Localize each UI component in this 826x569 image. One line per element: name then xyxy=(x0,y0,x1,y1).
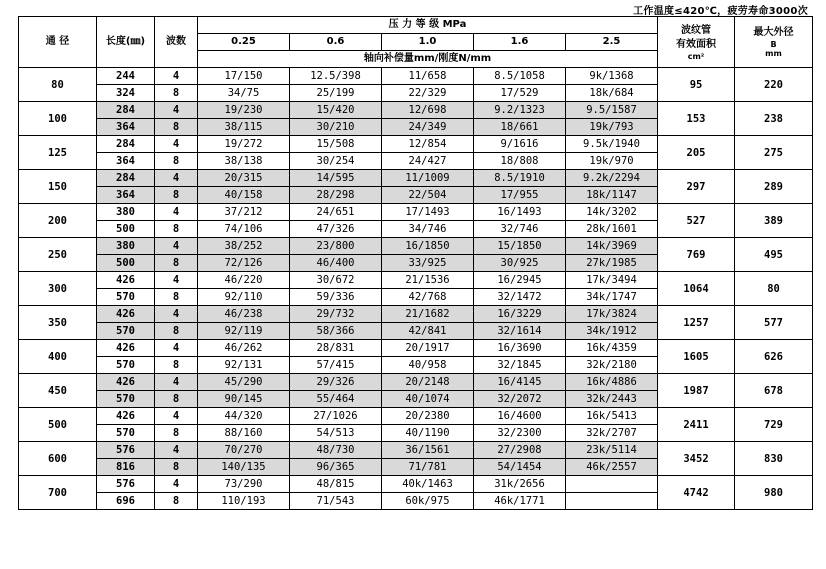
header-effective-area xyxy=(658,17,735,68)
compensation-stiffness-cell: 96/365 xyxy=(290,459,382,476)
compensation-stiffness-cell: 32/1472 xyxy=(474,289,566,306)
table-row xyxy=(19,136,813,153)
waves-cell: 8 xyxy=(155,221,198,238)
compensation-stiffness-cell: 30/210 xyxy=(290,119,382,136)
table-row xyxy=(19,272,813,289)
compensation-stiffness-cell: 31k/2656 xyxy=(474,476,566,493)
header-axial-compensation: 轴向补偿量mm/刚度N/mm xyxy=(198,51,658,68)
length-cell: 696 xyxy=(97,493,155,510)
compensation-stiffness-cell: 32k/2707 xyxy=(566,425,658,442)
header-waves: 波数 xyxy=(155,17,198,68)
compensation-stiffness-cell: 55/464 xyxy=(290,391,382,408)
max-outer-diameter-cell: 830 xyxy=(735,442,813,476)
nominal-diameter-cell: 125 xyxy=(19,136,97,170)
header-length: 长度(㎜) xyxy=(97,17,155,68)
waves-cell: 4 xyxy=(155,136,198,153)
nominal-diameter-cell: 600 xyxy=(19,442,97,476)
effective-area-cell: 4742 xyxy=(658,476,735,510)
compensation-stiffness-cell: 24/427 xyxy=(382,153,474,170)
compensation-stiffness-cell: 21/1536 xyxy=(382,272,474,289)
max-outer-diameter-cell: 289 xyxy=(735,170,813,204)
compensation-stiffness-cell: 70/270 xyxy=(198,442,290,459)
compensation-stiffness-cell: 17/529 xyxy=(474,85,566,102)
compensation-stiffness-cell: 36/1561 xyxy=(382,442,474,459)
nominal-diameter-cell: 150 xyxy=(19,170,97,204)
length-cell: 570 xyxy=(97,323,155,340)
compensation-stiffness-cell: 27k/1985 xyxy=(566,255,658,272)
length-cell: 380 xyxy=(97,238,155,255)
length-cell: 570 xyxy=(97,425,155,442)
length-cell: 244 xyxy=(97,68,155,85)
waves-cell: 4 xyxy=(155,374,198,391)
compensation-stiffness-cell: 28/831 xyxy=(290,340,382,357)
length-cell: 284 xyxy=(97,136,155,153)
header-effective-area-line2: 有效面积 xyxy=(676,38,717,50)
compensation-stiffness-cell: 32k/2180 xyxy=(566,357,658,374)
compensation-stiffness-cell: 14k/3969 xyxy=(566,238,658,255)
compensation-stiffness-cell: 16/4600 xyxy=(474,408,566,425)
compensation-stiffness-cell: 9.5/1587 xyxy=(566,102,658,119)
table-row xyxy=(19,68,813,85)
nominal-diameter-cell: 450 xyxy=(19,374,97,408)
compensation-stiffness-cell: 18/808 xyxy=(474,153,566,170)
max-outer-diameter-cell: 729 xyxy=(735,408,813,442)
compensation-stiffness-cell: 38/138 xyxy=(198,153,290,170)
waves-cell: 8 xyxy=(155,425,198,442)
nominal-diameter-cell: 200 xyxy=(19,204,97,238)
compensation-stiffness-cell: 21/1682 xyxy=(382,306,474,323)
compensation-stiffness-cell: 16k/4886 xyxy=(566,374,658,391)
table-row xyxy=(19,238,813,255)
header-effective-area-unit: cm² xyxy=(687,51,705,61)
waves-cell: 4 xyxy=(155,170,198,187)
effective-area-cell: 297 xyxy=(658,170,735,204)
compensation-stiffness-cell: 25/199 xyxy=(290,85,382,102)
compensation-stiffness-cell: 34k/1747 xyxy=(566,289,658,306)
header-max-outer-diameter xyxy=(735,17,813,68)
waves-cell: 8 xyxy=(155,493,198,510)
compensation-stiffness-cell: 46/220 xyxy=(198,272,290,289)
waves-cell: 4 xyxy=(155,272,198,289)
compensation-stiffness-cell: 45/290 xyxy=(198,374,290,391)
compensation-stiffness-cell: 24/349 xyxy=(382,119,474,136)
max-outer-diameter-cell: 238 xyxy=(735,102,813,136)
compensation-stiffness-cell: 40/158 xyxy=(198,187,290,204)
compensation-stiffness-cell: 74/106 xyxy=(198,221,290,238)
effective-area-cell: 153 xyxy=(658,102,735,136)
compensation-stiffness-cell: 40/958 xyxy=(382,357,474,374)
compensation-stiffness-cell: 32/746 xyxy=(474,221,566,238)
compensation-stiffness-cell: 71/543 xyxy=(290,493,382,510)
table-row xyxy=(19,442,813,459)
table-row xyxy=(19,476,813,493)
header-pressure-0-25: 0.25 xyxy=(198,34,290,51)
compensation-stiffness-cell: 32/2300 xyxy=(474,425,566,442)
compensation-stiffness-cell: 30/254 xyxy=(290,153,382,170)
header-pressure-1-6: 1.6 xyxy=(474,34,566,51)
compensation-stiffness-cell: 71/781 xyxy=(382,459,474,476)
length-cell: 426 xyxy=(97,306,155,323)
header-dn: 通 径 xyxy=(19,17,97,68)
length-cell: 816 xyxy=(97,459,155,476)
compensation-stiffness-cell: 54/513 xyxy=(290,425,382,442)
compensation-stiffness-cell: 32/1845 xyxy=(474,357,566,374)
length-cell: 426 xyxy=(97,408,155,425)
compensation-stiffness-cell: 19k/970 xyxy=(566,153,658,170)
length-cell: 500 xyxy=(97,255,155,272)
effective-area-cell: 1064 xyxy=(658,272,735,306)
effective-area-cell: 205 xyxy=(658,136,735,170)
compensation-stiffness-cell: 16/1493 xyxy=(474,204,566,221)
compensation-stiffness-cell: 110/193 xyxy=(198,493,290,510)
waves-cell: 8 xyxy=(155,357,198,374)
table-body xyxy=(19,68,813,510)
compensation-stiffness-cell: 72/126 xyxy=(198,255,290,272)
compensation-stiffness-cell: 54/1454 xyxy=(474,459,566,476)
length-cell: 576 xyxy=(97,476,155,493)
waves-cell: 4 xyxy=(155,306,198,323)
compensation-stiffness-cell: 60k/975 xyxy=(382,493,474,510)
compensation-stiffness-cell: 42/768 xyxy=(382,289,474,306)
compensation-stiffness-cell: 24/651 xyxy=(290,204,382,221)
compensation-stiffness-cell: 15/1850 xyxy=(474,238,566,255)
compensation-stiffness-cell: 48/815 xyxy=(290,476,382,493)
compensation-stiffness-cell: 19/230 xyxy=(198,102,290,119)
waves-cell: 4 xyxy=(155,408,198,425)
compensation-stiffness-cell: 12/698 xyxy=(382,102,474,119)
compensation-stiffness-cell: 17k/3824 xyxy=(566,306,658,323)
effective-area-cell: 3452 xyxy=(658,442,735,476)
waves-cell: 8 xyxy=(155,391,198,408)
compensation-stiffness-cell: 59/336 xyxy=(290,289,382,306)
compensation-stiffness-cell: 92/119 xyxy=(198,323,290,340)
compensation-stiffness-cell xyxy=(566,476,658,493)
table-row xyxy=(19,340,813,357)
waves-cell: 8 xyxy=(155,85,198,102)
compensation-stiffness-cell: 92/131 xyxy=(198,357,290,374)
length-cell: 576 xyxy=(97,442,155,459)
compensation-stiffness-cell: 44/320 xyxy=(198,408,290,425)
waves-cell: 4 xyxy=(155,68,198,85)
compensation-stiffness-cell: 15/420 xyxy=(290,102,382,119)
max-outer-diameter-cell: 495 xyxy=(735,238,813,272)
waves-cell: 4 xyxy=(155,340,198,357)
compensation-stiffness-cell: 9.2/1323 xyxy=(474,102,566,119)
nominal-diameter-cell: 80 xyxy=(19,68,97,102)
header-pressure-1-0: 1.0 xyxy=(382,34,474,51)
compensation-stiffness-cell: 16/2945 xyxy=(474,272,566,289)
compensation-stiffness-cell: 40k/1463 xyxy=(382,476,474,493)
compensation-stiffness-cell: 27/1026 xyxy=(290,408,382,425)
compensation-stiffness-cell: 34/746 xyxy=(382,221,474,238)
compensation-stiffness-cell: 46k/1771 xyxy=(474,493,566,510)
compensation-stiffness-cell: 88/160 xyxy=(198,425,290,442)
header-pressure-2-5: 2.5 xyxy=(566,34,658,51)
compensation-stiffness-cell: 32k/2443 xyxy=(566,391,658,408)
compensation-stiffness-cell: 92/110 xyxy=(198,289,290,306)
effective-area-cell: 1987 xyxy=(658,374,735,408)
compensation-stiffness-cell: 16k/4359 xyxy=(566,340,658,357)
waves-cell: 8 xyxy=(155,187,198,204)
compensation-stiffness-cell: 73/290 xyxy=(198,476,290,493)
effective-area-cell: 1605 xyxy=(658,340,735,374)
compensation-stiffness-cell: 46/400 xyxy=(290,255,382,272)
compensation-stiffness-cell: 9/1616 xyxy=(474,136,566,153)
nominal-diameter-cell: 500 xyxy=(19,408,97,442)
table-row xyxy=(19,170,813,187)
length-cell: 570 xyxy=(97,357,155,374)
compensation-stiffness-cell: 9.2k/2294 xyxy=(566,170,658,187)
compensation-stiffness-cell: 23/800 xyxy=(290,238,382,255)
length-cell: 500 xyxy=(97,221,155,238)
compensation-stiffness-cell: 28/298 xyxy=(290,187,382,204)
compensation-stiffness-cell: 16/3690 xyxy=(474,340,566,357)
header-max-od-line1: 最大外径 xyxy=(753,27,794,38)
max-outer-diameter-cell: 220 xyxy=(735,68,813,102)
compensation-stiffness-cell: 34/75 xyxy=(198,85,290,102)
operating-conditions-note: 工作温度≤420℃，疲劳寿命3000次 xyxy=(633,6,808,17)
header-effective-area-line1: 波纹管 xyxy=(681,24,712,36)
table-row xyxy=(19,204,813,221)
compensation-stiffness-cell: 17/1493 xyxy=(382,204,474,221)
compensation-stiffness-cell: 140/135 xyxy=(198,459,290,476)
table-row xyxy=(19,374,813,391)
compensation-stiffness-cell: 20/2380 xyxy=(382,408,474,425)
effective-area-cell: 527 xyxy=(658,204,735,238)
waves-cell: 8 xyxy=(155,153,198,170)
nominal-diameter-cell: 300 xyxy=(19,272,97,306)
compensation-stiffness-cell: 46/262 xyxy=(198,340,290,357)
bellows-spec-table xyxy=(18,16,813,510)
compensation-stiffness-cell: 34k/1912 xyxy=(566,323,658,340)
compensation-stiffness-cell: 16k/5413 xyxy=(566,408,658,425)
waves-cell: 8 xyxy=(155,255,198,272)
compensation-stiffness-cell: 57/415 xyxy=(290,357,382,374)
compensation-stiffness-cell: 19/272 xyxy=(198,136,290,153)
waves-cell: 4 xyxy=(155,238,198,255)
compensation-stiffness-cell: 46k/2557 xyxy=(566,459,658,476)
compensation-stiffness-cell: 38/115 xyxy=(198,119,290,136)
compensation-stiffness-cell: 29/732 xyxy=(290,306,382,323)
compensation-stiffness-cell: 37/212 xyxy=(198,204,290,221)
length-cell: 364 xyxy=(97,153,155,170)
header-pressure-group: 压 力 等 级 MPa xyxy=(198,17,658,34)
header-max-od-unit: mm xyxy=(765,49,782,58)
table-row xyxy=(19,306,813,323)
compensation-stiffness-cell: 30/672 xyxy=(290,272,382,289)
table-row xyxy=(19,408,813,425)
header-pressure-0-6: 0.6 xyxy=(290,34,382,51)
compensation-stiffness-cell: 28k/1601 xyxy=(566,221,658,238)
max-outer-diameter-cell: 577 xyxy=(735,306,813,340)
effective-area-cell: 95 xyxy=(658,68,735,102)
compensation-stiffness-cell: 20/1917 xyxy=(382,340,474,357)
compensation-stiffness-cell: 22/504 xyxy=(382,187,474,204)
length-cell: 426 xyxy=(97,340,155,357)
waves-cell: 4 xyxy=(155,102,198,119)
compensation-stiffness-cell: 48/730 xyxy=(290,442,382,459)
compensation-stiffness-cell: 15/508 xyxy=(290,136,382,153)
compensation-stiffness-cell: 18/661 xyxy=(474,119,566,136)
compensation-stiffness-cell: 42/841 xyxy=(382,323,474,340)
compensation-stiffness-cell: 38/252 xyxy=(198,238,290,255)
max-outer-diameter-cell: 80 xyxy=(735,272,813,306)
compensation-stiffness-cell: 20/315 xyxy=(198,170,290,187)
header-max-od-line2: B xyxy=(770,40,777,49)
waves-cell: 4 xyxy=(155,204,198,221)
max-outer-diameter-cell: 678 xyxy=(735,374,813,408)
compensation-stiffness-cell: 8.5/1910 xyxy=(474,170,566,187)
compensation-stiffness-cell: 20/2148 xyxy=(382,374,474,391)
compensation-stiffness-cell: 16/1850 xyxy=(382,238,474,255)
compensation-stiffness-cell: 33/925 xyxy=(382,255,474,272)
waves-cell: 4 xyxy=(155,442,198,459)
compensation-stiffness-cell: 29/326 xyxy=(290,374,382,391)
max-outer-diameter-cell: 980 xyxy=(735,476,813,510)
compensation-stiffness-cell: 40/1190 xyxy=(382,425,474,442)
compensation-stiffness-cell: 46/238 xyxy=(198,306,290,323)
compensation-stiffness-cell: 11/658 xyxy=(382,68,474,85)
waves-cell: 8 xyxy=(155,459,198,476)
max-outer-diameter-cell: 389 xyxy=(735,204,813,238)
nominal-diameter-cell: 700 xyxy=(19,476,97,510)
compensation-stiffness-cell: 58/366 xyxy=(290,323,382,340)
effective-area-cell: 2411 xyxy=(658,408,735,442)
compensation-stiffness-cell: 12/854 xyxy=(382,136,474,153)
compensation-stiffness-cell xyxy=(566,493,658,510)
length-cell: 570 xyxy=(97,289,155,306)
table-row xyxy=(19,102,813,119)
compensation-stiffness-cell: 40/1074 xyxy=(382,391,474,408)
compensation-stiffness-cell: 32/1614 xyxy=(474,323,566,340)
compensation-stiffness-cell: 47/326 xyxy=(290,221,382,238)
compensation-stiffness-cell: 9.5k/1940 xyxy=(566,136,658,153)
nominal-diameter-cell: 250 xyxy=(19,238,97,272)
length-cell: 284 xyxy=(97,102,155,119)
compensation-stiffness-cell: 19k/793 xyxy=(566,119,658,136)
length-cell: 426 xyxy=(97,374,155,391)
compensation-stiffness-cell: 11/1009 xyxy=(382,170,474,187)
length-cell: 426 xyxy=(97,272,155,289)
compensation-stiffness-cell: 22/329 xyxy=(382,85,474,102)
length-cell: 380 xyxy=(97,204,155,221)
compensation-stiffness-cell: 30/925 xyxy=(474,255,566,272)
length-cell: 364 xyxy=(97,187,155,204)
compensation-stiffness-cell: 14/595 xyxy=(290,170,382,187)
waves-cell: 4 xyxy=(155,476,198,493)
compensation-stiffness-cell: 12.5/398 xyxy=(290,68,382,85)
max-outer-diameter-cell: 275 xyxy=(735,136,813,170)
nominal-diameter-cell: 350 xyxy=(19,306,97,340)
compensation-stiffness-cell: 18k/684 xyxy=(566,85,658,102)
max-outer-diameter-cell: 626 xyxy=(735,340,813,374)
effective-area-cell: 1257 xyxy=(658,306,735,340)
length-cell: 570 xyxy=(97,391,155,408)
compensation-stiffness-cell: 17k/3494 xyxy=(566,272,658,289)
waves-cell: 8 xyxy=(155,119,198,136)
nominal-diameter-cell: 100 xyxy=(19,102,97,136)
compensation-stiffness-cell: 9k/1368 xyxy=(566,68,658,85)
compensation-stiffness-cell: 16/4145 xyxy=(474,374,566,391)
compensation-stiffness-cell: 23k/5114 xyxy=(566,442,658,459)
nominal-diameter-cell: 400 xyxy=(19,340,97,374)
compensation-stiffness-cell: 18k/1147 xyxy=(566,187,658,204)
length-cell: 324 xyxy=(97,85,155,102)
waves-cell: 8 xyxy=(155,289,198,306)
compensation-stiffness-cell: 17/955 xyxy=(474,187,566,204)
length-cell: 364 xyxy=(97,119,155,136)
compensation-stiffness-cell: 32/2072 xyxy=(474,391,566,408)
compensation-stiffness-cell: 90/145 xyxy=(198,391,290,408)
compensation-stiffness-cell: 14k/3202 xyxy=(566,204,658,221)
compensation-stiffness-cell: 27/2908 xyxy=(474,442,566,459)
effective-area-cell: 769 xyxy=(658,238,735,272)
compensation-stiffness-cell: 8.5/1058 xyxy=(474,68,566,85)
length-cell: 284 xyxy=(97,170,155,187)
compensation-stiffness-cell: 16/3229 xyxy=(474,306,566,323)
waves-cell: 8 xyxy=(155,323,198,340)
compensation-stiffness-cell: 17/150 xyxy=(198,68,290,85)
